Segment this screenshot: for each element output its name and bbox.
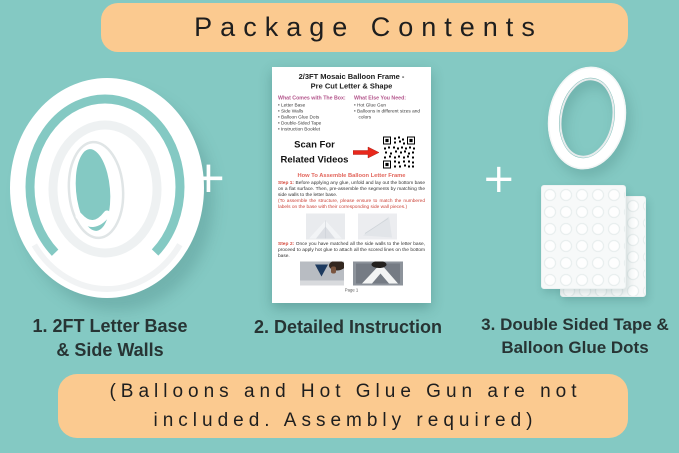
list-item: • Side Walls xyxy=(278,109,354,115)
how-to-heading: How To Assemble Balloon Letter Frame xyxy=(297,172,406,179)
scan-for-videos-text: Scan For Related Videos xyxy=(280,139,349,165)
header-banner xyxy=(101,3,628,52)
also-needed-column: What Else You Need: • Hot Glue Gun • Balloons in different sizes and colors xyxy=(354,95,425,133)
page-title: Package Contents xyxy=(194,12,543,42)
step2-paragraph: Step 2: Once you have matched all the side walls to the letter base, proceed to apply hot glue to attach all the scored lines on the bottom base. xyxy=(278,241,425,259)
double-sided-tape-photo xyxy=(545,66,629,170)
list-item: • Balloons in different sizes and colors xyxy=(354,109,425,121)
disclaimer-line2: included. Assembly required) xyxy=(153,410,538,431)
plus-icon: + xyxy=(190,152,227,203)
list-item: • Double-Sided Tape xyxy=(278,121,354,127)
plus-icon: + xyxy=(482,156,516,202)
step1-note: (To assemble the structure, please ensure to match the numbered labels on the base with their corresponding side wall pieces.) xyxy=(278,198,425,210)
qr-code xyxy=(382,136,416,170)
disclaimer-banner xyxy=(58,374,628,438)
list-item: • Balloon Glue Dots xyxy=(278,115,354,121)
step1-photo-left xyxy=(306,214,345,240)
disclaimer-line1: (Balloons and Hot Glue Gun are not xyxy=(109,381,582,402)
step2-photo-left xyxy=(300,262,344,286)
step2-photo-right xyxy=(353,262,403,286)
page-number: Page 1 xyxy=(344,287,359,293)
item1-label: 1. 2FT Letter Base & Side Walls xyxy=(32,316,188,360)
instruction-sheet-photo xyxy=(272,67,431,303)
list-item: • Letter Base xyxy=(278,103,354,109)
box-contents-column: What Comes with The Box: • Letter Base • Side Walls • Balloon Glue Dots • Double-Sided Tape • Instruction Booklet xyxy=(278,95,354,133)
item2-label: 2. Detailed Instruction xyxy=(253,317,443,337)
item3-label: 3. Double Sided Tape & Balloon Glue Dots xyxy=(481,315,669,357)
step1-photo-right xyxy=(358,214,397,240)
red-arrow-icon xyxy=(353,146,380,159)
sheet-title: 2/3FT Mosaic Balloon Frame - Pre Cut Letter & Shape xyxy=(298,72,405,91)
list-item: • Hot Glue Gun xyxy=(354,103,425,109)
step1-paragraph: Step 1: Before applying any glue, unfold and lay out the bottom base on a flat surface. Then, pre-assemble the segments by matching the side walls to the letter base. xyxy=(278,180,425,198)
glue-dots-sheet-front xyxy=(541,185,626,289)
letter-base-roll-photo xyxy=(2,68,214,306)
list-item: • Instruction Booklet xyxy=(278,127,354,133)
